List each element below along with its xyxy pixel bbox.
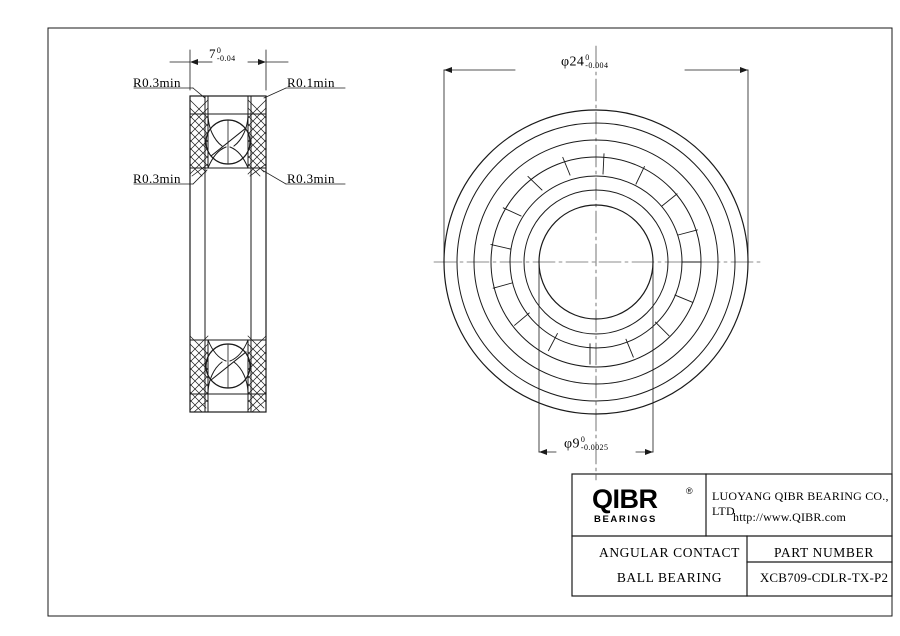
dimension-width-tol-upper: 0 [216, 45, 222, 55]
product-type-line2: BALL BEARING [616, 570, 723, 585]
note-r01min-top-right: R0.1min [287, 75, 335, 90]
dimension-width-nominal: 7 [209, 46, 216, 61]
dimension-bore-diameter-text [564, 436, 608, 453]
dimension-bore-nominal: 9 [572, 436, 580, 452]
dimension-outer-nominal: 24 [569, 54, 585, 70]
dimension-width-text [209, 46, 236, 63]
sheet-border [48, 28, 892, 616]
company-website[interactable]: http://www.QIBR.com [733, 510, 847, 524]
note-r03min-mid-right: R0.3min [287, 171, 335, 186]
logo-tagline: BEARINGS [594, 514, 657, 525]
leaders [134, 88, 345, 184]
note-r03min-top-left: R0.3min [133, 75, 181, 90]
product-type-line1: ANGULAR CONTACT [598, 545, 741, 560]
front-view [434, 46, 760, 480]
dimension-width-tol-lower: -0.04 [216, 54, 236, 64]
logo-wordmark: QIBR [592, 484, 658, 514]
part-number-value: XCB709-CDLR-TX-P2 [759, 570, 889, 585]
note-r03min-mid-left: R0.3min [133, 171, 181, 186]
dimension-outer-diameter-text [561, 54, 608, 71]
company-name: LUOYANG QIBR BEARING CO., LTD [712, 489, 889, 518]
dimension-outer-tol-lower: -0.004 [585, 61, 609, 71]
phi-symbol-bore: φ [564, 436, 573, 452]
dimension-bore-tol-upper: 0 [580, 435, 586, 444]
registered-trademark-icon: ® [686, 486, 693, 496]
phi-symbol-outer: φ [561, 54, 570, 70]
dimension-bore-tol-lower: -0.0025 [580, 443, 609, 453]
part-number-label: PART NUMBER [774, 545, 874, 560]
dimension-outer-tol-upper: 0 [585, 53, 590, 62]
company-logo [588, 482, 700, 534]
